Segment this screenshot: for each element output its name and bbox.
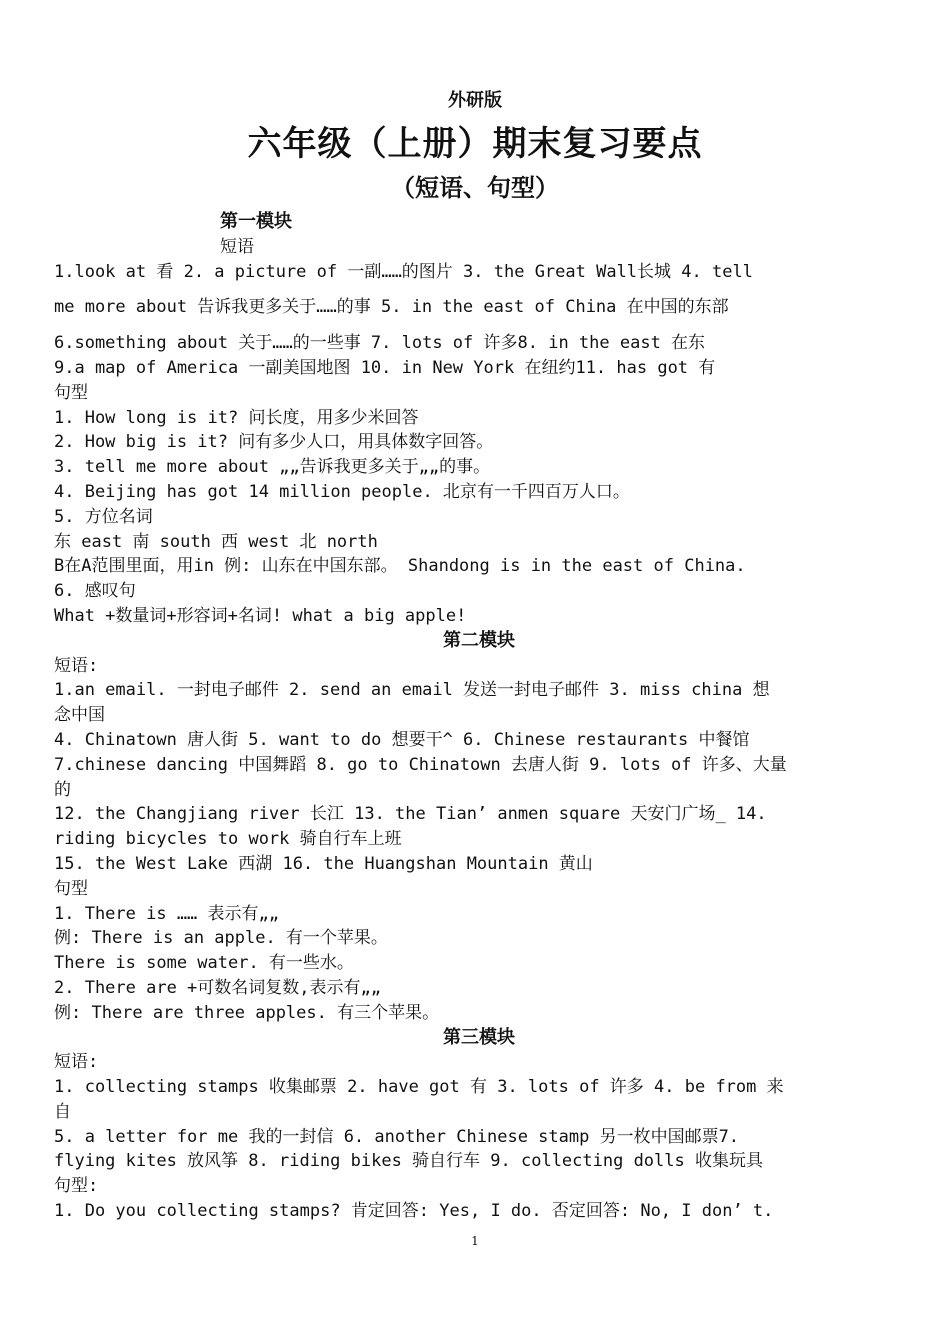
page-number: 1: [471, 1234, 479, 1248]
module-3-phrase-line: 1. collecting stamps 收集邮票 2. have got 有 3. lots of 许多 4. be from 来: [54, 1077, 784, 1098]
module-1-heading: 第一模块: [220, 211, 292, 232]
module-1-sentence-line: 2. How big is it? 问有多少人口，用具体数字回答。: [54, 432, 494, 453]
module-2-heading: 第二模块: [443, 629, 515, 651]
module-3-sentence-line: 1. Do you collecting stamps? 肯定回答: Yes, I do. 否定回答: No, I don’ t.: [54, 1201, 774, 1222]
module-1-sentence-line: 6. 感叹句: [54, 581, 136, 602]
module-2-phrase-line: 7.chinese dancing 中国舞蹈 8. go to Chinatown 去唐人街 9. lots of 许多、大量: [54, 754, 787, 775]
module-3-phrase-line: 5. a letter for me 我的一封信 6. another Chinese stamp 另一枚中国邮票7.: [54, 1126, 740, 1147]
publisher-label: 外研版: [448, 90, 502, 111]
module-2-phrases-label: 短语:: [54, 655, 99, 676]
module-2-sentence-line: 例: There are three apples. 有三个苹果。: [54, 1002, 440, 1023]
module-3-heading: 第三模块: [443, 1026, 515, 1048]
module-1-phrase-line: 9.a map of America 一副美国地图 10. in New York 在纽约11. has got 有: [54, 357, 716, 378]
module-2-phrase-line: riding bicycles to work 骑自行车上班: [54, 829, 402, 850]
module-2-phrase-line: 12. the Changjiang river 长江 13. the Tian’ anmen square 天安门广场_ 14.: [54, 804, 767, 825]
module-1-phrase-line: 1.look at 看 2. a picture of 一副……的图片 3. the Great Wall长城 4. tell: [54, 261, 753, 282]
module-2-sentence-line: There is some water. 有一些水。: [54, 953, 354, 974]
module-2-phrase-line: 4. Chinatown 唐人街 5. want to do 想要干^ 6. Chinese restaurants 中餐馆: [54, 729, 750, 750]
page-subtitle: （短语、句型）: [391, 174, 559, 202]
module-2-sentences-label: 句型: [54, 878, 88, 899]
module-1-sentence-line: 1. How long is it? 问长度，用多少米回答: [54, 407, 419, 428]
module-2-phrase-line: 的: [54, 779, 71, 800]
module-1-sentence-line: 3. tell me more about „„告诉我更多关于„„的事。: [54, 457, 491, 478]
module-3-phrase-line: 自: [54, 1101, 71, 1122]
module-2-sentence-line: 1. There is …… 表示有„„: [54, 903, 279, 924]
module-2-phrase-line: 15. the West Lake 西湖 16. the Huangshan Mountain 黄山: [54, 853, 593, 874]
module-2-sentence-line: 例: There is an apple. 有一个苹果。: [54, 928, 388, 949]
module-1-sentence-line: B在A范围里面，用in 例: 山东在中国东部。 Shandong is in the east of China.: [54, 556, 746, 577]
document-body: [54, 210, 904, 1224]
page-title: 六年级（上册）期末复习要点: [247, 124, 703, 164]
module-1-sentence-line: 5. 方位名词: [54, 506, 153, 527]
module-3-phrases-label: 短语:: [54, 1052, 99, 1073]
module-2-sentence-line: 2. There are +可数名词复数,表示有„„: [54, 977, 381, 998]
module-3-sentences-label: 句型:: [54, 1176, 99, 1197]
module-3-phrase-line: flying kites 放风筝 8. riding bikes 骑自行车 9. collecting dolls 收集玩具: [54, 1151, 763, 1172]
module-1-sentence-line: 4. Beijing has got 14 million people. 北京有一千四百万人口。: [54, 481, 630, 502]
module-2-phrase-line: 念中国: [54, 705, 105, 726]
module-1-phrase-line: 6.something about 关于……的一些事 7. lots of 许多8. in the east 在东: [54, 333, 706, 354]
module-1-sentence-line: What +数量词+形容词+名词! what a big apple!: [54, 605, 467, 626]
module-1-phrases-label: 短语: [220, 236, 254, 257]
module-1-phrase-line: me more about 告诉我更多关于……的事 5. in the east of China 在中国的东部: [54, 297, 729, 318]
module-1-sentences-label: 句型: [54, 382, 88, 403]
module-1-sentence-line: 东 east 南 south 西 west 北 north: [54, 531, 378, 552]
module-2-phrase-line: 1.an email. 一封电子邮件 2. send an email 发送一封电子邮件 3. miss china 想: [54, 680, 770, 701]
